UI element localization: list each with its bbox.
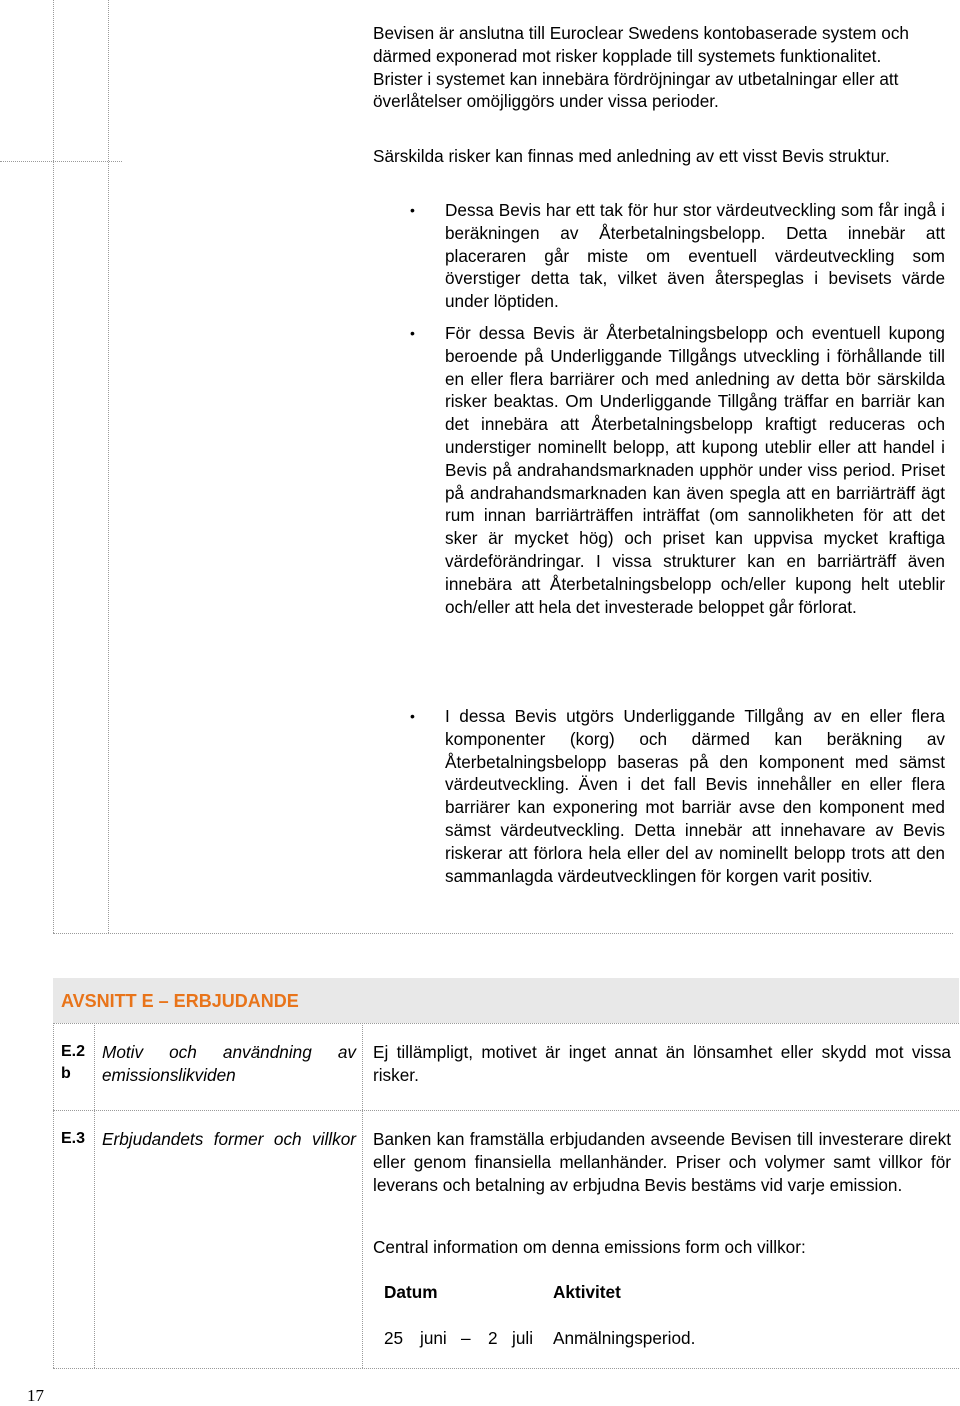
risk-paragraph-1: Bevisen är anslutna till Euroclear Swedens kontobaserade system och därmed exponerad mot risker kopplade till systemets funktionalitet. Brister i systemet kan innebära fördröjningar av utbetalningar eller att överlåtelser omöjliggörs under vissa perioder. [373, 23, 909, 112]
section-table-border-bottom [53, 1368, 959, 1369]
table-border-bottom [53, 933, 953, 934]
element-heading: Erbjudandets former och villkor [102, 1129, 356, 1149]
bullet-basket-text: I dessa Bevis utgörs Underliggande Tillgång av en eller flera komponenter (korg) och därmed kan beräkning av Återbetalningsbelopp baseras på den komponent med sämst värdeutveckling. Även i det fall Bevis innehåller en eller flera barriärer kan exponering mot barriär avse den komponent med sämst värdeutveckling. Detta innebär att innehavare av Bevis riskerar att förlora hela eller del av nominellt belopp trots att den sammanlagda värdeutvecklingen för korgen varit positiv. [445, 706, 945, 886]
section-row-divider [53, 1110, 959, 1111]
column-header-activity: Aktivitet [553, 1282, 621, 1302]
table-border-left [53, 0, 54, 933]
column-header-date: Datum [384, 1282, 438, 1302]
element-code: E.3 [61, 1130, 86, 1147]
date-month-start: juni [420, 1328, 447, 1348]
element-heading: Motiv och användning av emissionslikviden [102, 1042, 356, 1085]
element-content: Banken kan framställa erbjudanden avseende Bevisen till investerare direkt eller genom finansiella mellanhänder. Priser och volymer samt villkor för leverans och betalning av erbjudna Bevis bestäms vid varje emission. [373, 1129, 951, 1195]
section-column-divider [94, 1023, 95, 1368]
element-code-suffix: b [61, 1065, 71, 1082]
bullet-icon: • [410, 325, 415, 341]
activity-value: Anmälningsperiod. [553, 1328, 696, 1348]
central-information-intro: Central information om denna emissions form och villkor: [373, 1237, 806, 1257]
risk-paragraph-2: Särskilda risker kan finnas med anledning av ett visst Bevis struktur. [373, 146, 890, 166]
bullet-barrier-text: För dessa Bevis är Återbetalningsbelopp och eventuell kupong beroende på Underliggande Tillgångs utveckling i förhållande till en eller flera barriärer och med anledning av detta bör särskilda risker beaktas. Om Underliggande Tillgång träffar en barriär kan det innebära att Återbetalningsbelopp kraftigt reduceras och understiger nominellt belopp, att kupong uteblir eller att handel i Bevis på andrahandsmarknaden upphör under viss period. Priset på andrahandsmarknaden kan även spegla att en barriärträff ägt rum innan barriärträffen inträffat (om sannolikheten för att det sker är mycket hög) och priset kan uppvisa mycket kraftiga värdeförändringar. I vissa strukturer kan en barriärträff även innebära att Återbetalningsbelopp och/eller kupong helt uteblir och/eller att hela det investerade beloppet går förlorat. [445, 323, 945, 617]
bullet-cap-text: Dessa Bevis har ett tak för hur stor värdeutveckling som får ingå i beräkningen av Återbetalningsbelopp. Detta innebär att placeraren går miste om eventuell värdeutveckling som överstiger detta tak, vilket även återspeglas i bevisets värde under löptiden. [445, 200, 945, 312]
date-month-end: juli [512, 1328, 534, 1348]
date-day-start: 25 [384, 1328, 404, 1348]
date-range-dash: – [461, 1328, 471, 1348]
section-e-title: AVSNITT E – ERBJUDANDE [61, 991, 299, 1011]
date-day-end: 2 [488, 1328, 498, 1348]
page-number: 17 [27, 1386, 44, 1405]
section-table-border-left [53, 1023, 54, 1368]
row-divider [0, 161, 122, 162]
section-column-divider [362, 1023, 363, 1368]
element-code: E.2 [61, 1043, 86, 1060]
section-row-divider [53, 1023, 959, 1024]
element-content: Ej tillämpligt, motivet är inget annat än lönsamhet eller skydd mot vissa risker. [373, 1042, 951, 1085]
bullet-icon: • [410, 202, 415, 218]
bullet-icon: • [410, 708, 415, 724]
table-column-divider [108, 0, 109, 933]
